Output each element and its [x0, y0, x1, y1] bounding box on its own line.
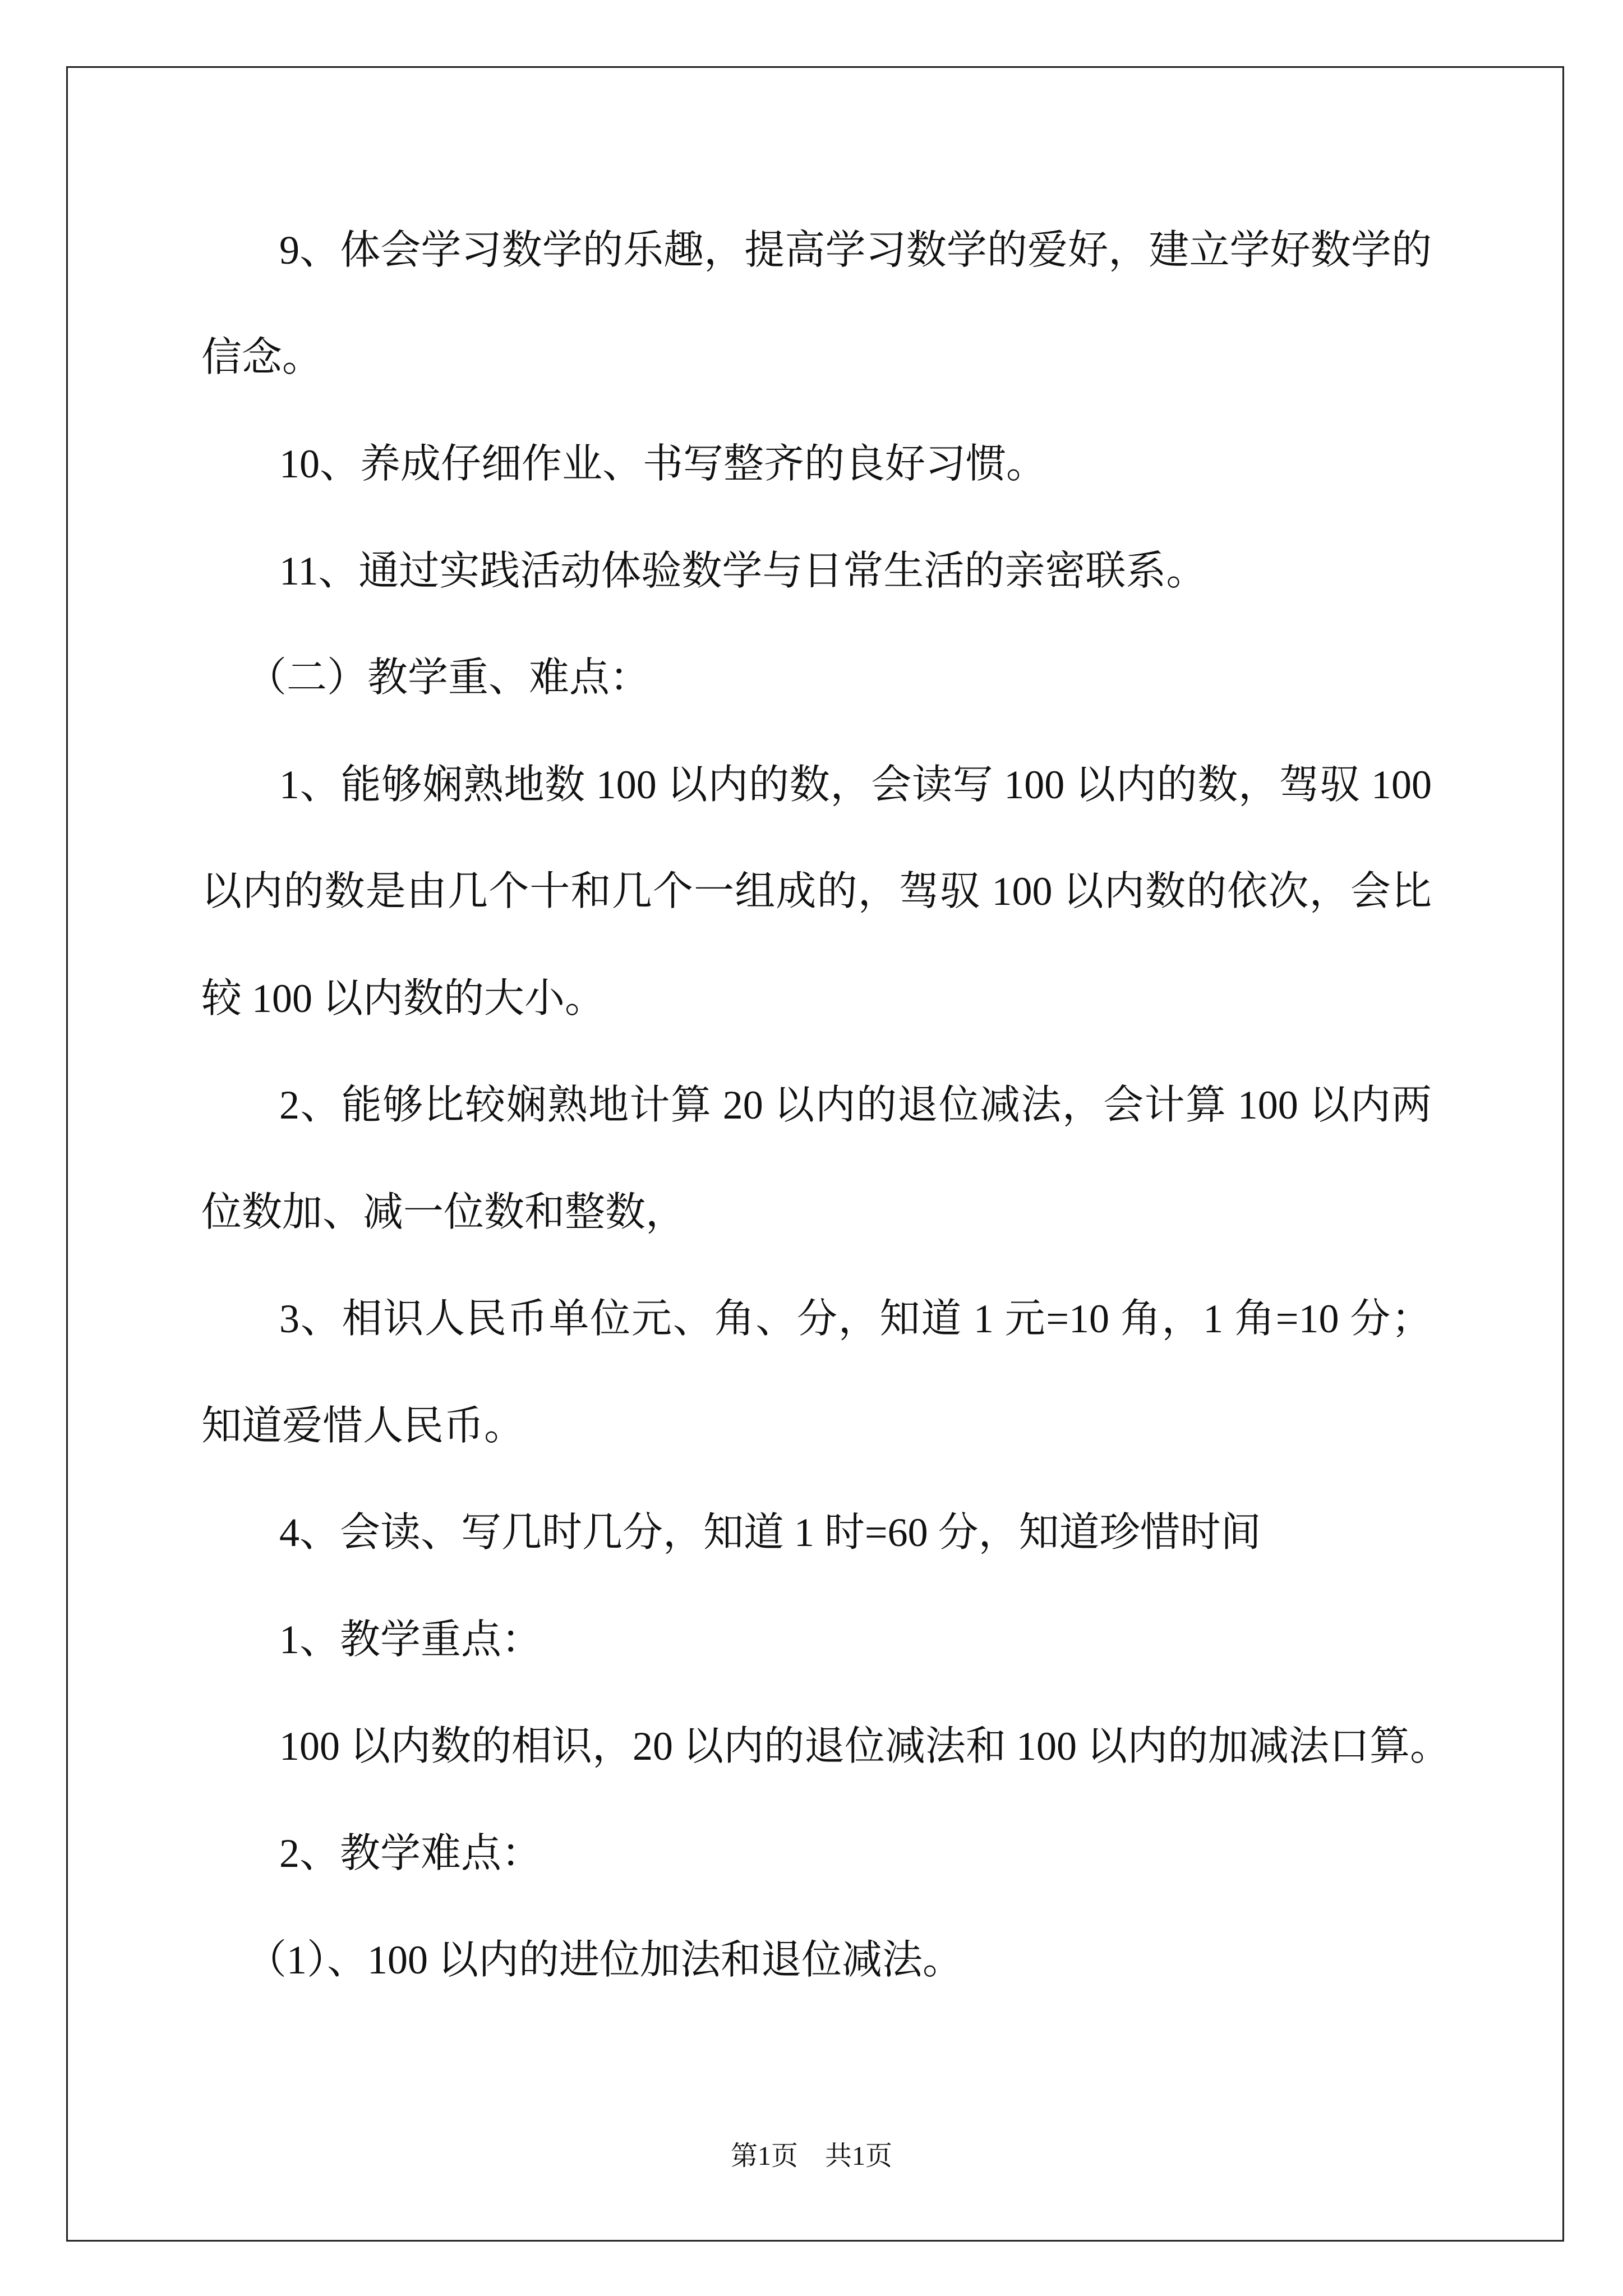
text-line: 位数加、减一位数和整数， — [201, 1189, 686, 1235]
text-line: 2、教学难点： — [279, 1830, 542, 1876]
section-heading-key-points — [201, 624, 1432, 731]
text-line: 9、体会学习数学的乐趣，提高学习数学的爱好，建立学好数学的 — [279, 228, 1432, 273]
paragraph-point-2 — [201, 1052, 1432, 1266]
text-line: 1、教学重点： — [279, 1617, 542, 1662]
document-body — [201, 197, 1451, 2014]
paragraph-teaching-focus — [201, 1693, 1451, 1800]
paragraph-point-1 — [201, 731, 1432, 1052]
paragraph-goal-9 — [201, 197, 1432, 411]
text-line: 10、养成仔细作业、书写整齐的良好习惯。 — [279, 441, 1047, 486]
text-line: 4、会读、写几时几分，知道 1 时=60 分，知道珍惜时间 — [279, 1510, 1261, 1555]
text-line: 2、能够比较娴熟地计算 20 以内的退位减法，会计算 100 以内两 — [279, 1083, 1432, 1128]
text-line: 100 以内数的相识，20 以内的退位减法和 100 以内的加减法口算。 — [279, 1724, 1451, 1769]
text-line: 3、相识人民币单位元、角、分，知道 1 元=10 角，1 角=10 分； — [279, 1296, 1432, 1341]
text-line: （二）教学重、难点： — [246, 655, 651, 700]
paragraph-difficulty-1 — [201, 1907, 1432, 2014]
text-line: 信念。 — [201, 334, 323, 380]
text-line: 知道爱惜人民币。 — [201, 1403, 525, 1448]
text-line: 1、能够娴熟地数 100 以内的数，会读写 100 以内的数，驾驭 100 — [279, 762, 1432, 807]
paragraph-goal-11 — [201, 518, 1432, 625]
total-pages-label: 共1页 — [825, 2141, 893, 2171]
paragraph-point-4 — [201, 1479, 1432, 1586]
text-line: （1）、100 以内的进位加法和退位减法。 — [246, 1938, 963, 1982]
subheading-teaching-difficulty — [201, 1800, 1432, 1907]
text-line: 较 100 以内数的大小。 — [201, 976, 606, 1021]
paragraph-goal-10 — [201, 411, 1432, 518]
current-page-label: 第1页 — [730, 2141, 798, 2171]
subheading-teaching-focus — [201, 1586, 1432, 1694]
text-line: 11、通过实践活动体验数学与日常生活的亲密联系。 — [279, 548, 1207, 593]
text-line: 以内的数是由几个十和几个一组成的，驾驭 100 以内数的依次，会比 — [201, 869, 1432, 914]
page-footer — [0, 2139, 1623, 2173]
paragraph-point-3 — [201, 1266, 1432, 1479]
